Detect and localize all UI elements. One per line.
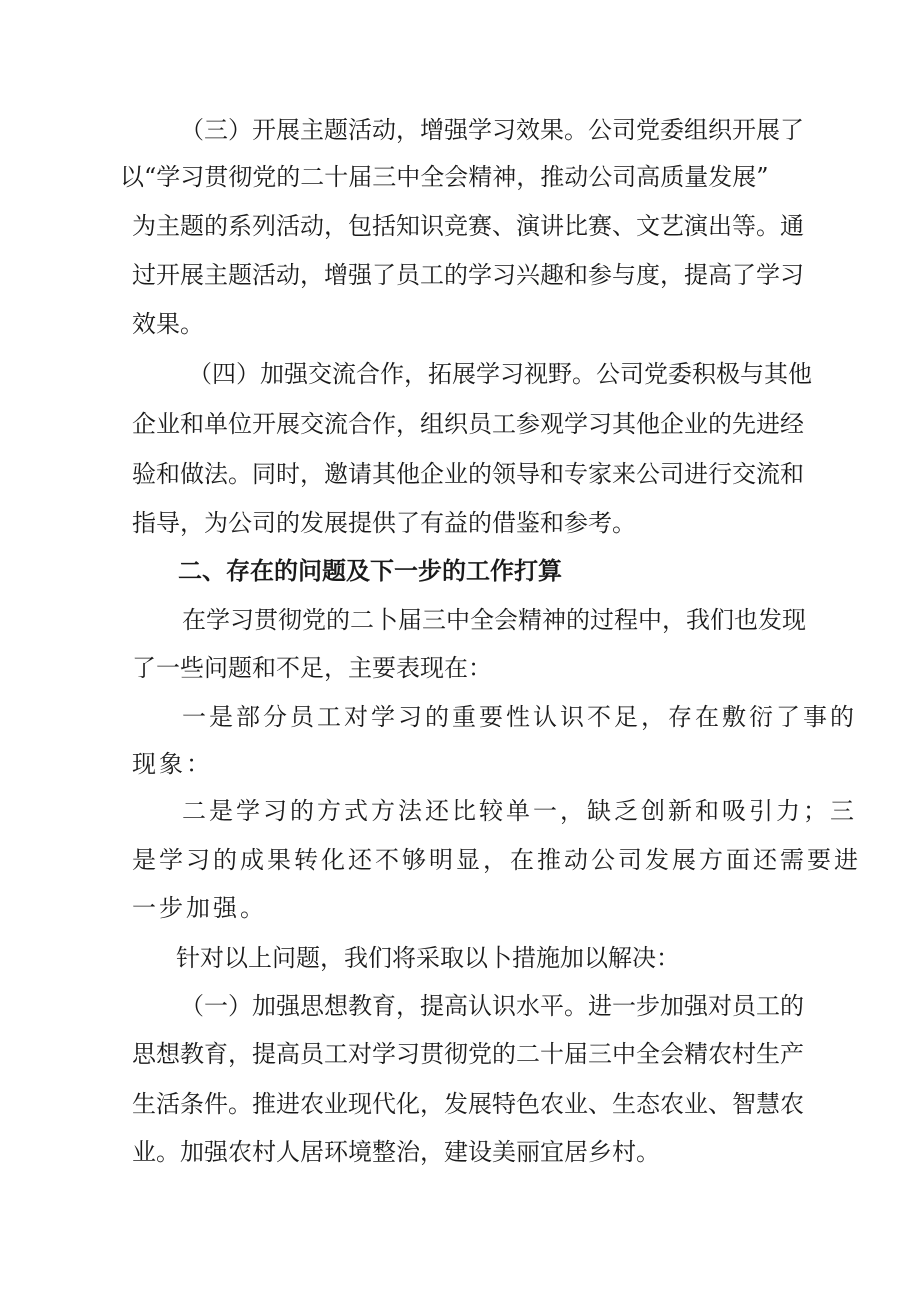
paragraph-line: 了一些问题和不足，主要表现在： bbox=[132, 654, 492, 682]
paragraph-line: 在学习贯彻党的二卜届三中全会精神的过程中，我们也发现 bbox=[182, 606, 806, 634]
paragraph-line: （一）加强思想教育，提高认识水平。进一步加强对员工的 bbox=[180, 992, 804, 1020]
paragraph-line: 是学习的成果转化还不够明显，在推动公司发展方面还需要进 bbox=[132, 846, 861, 874]
paragraph-line: 思想教育，提高员工对学习贯彻党的二十届三中全会精农村生产 bbox=[132, 1040, 804, 1068]
paragraph-line: 效果。 bbox=[132, 310, 204, 338]
paragraph-line: 二是学习的方式方法还比较单一，缺乏创新和吸引力；三 bbox=[182, 797, 857, 825]
paragraph-line: 过开展主题活动，增强了员工的学习兴趣和参与度，提高了学习 bbox=[132, 261, 804, 289]
paragraph-line: 指导，为公司的发展提供了有益的借鉴和参考。 bbox=[132, 509, 636, 537]
section-heading: 二、存在的问题及下一步的工作打算 bbox=[178, 556, 562, 585]
paragraph-line: 生活条件。推进农业现代化，发展特色农业、生态农业、智慧农 bbox=[132, 1090, 804, 1118]
paragraph-line: 企业和单位开展交流合作，组织员工参观学习其他企业的先进经 bbox=[132, 410, 804, 438]
paragraph-line: 以“学习贯彻党的二十届三中全会精神，推动公司高质量发展” bbox=[120, 163, 769, 191]
paragraph-line: 一是部分员工对学习的重要性认识不足，存在敷衍了事的 bbox=[182, 703, 857, 731]
paragraph-line: 验和做法。同时，邀请其他企业的领导和专家来公司进行交流和 bbox=[132, 460, 804, 488]
paragraph-line: （三）开展主题活动，增强学习效果。公司党委组织开展了 bbox=[180, 116, 804, 144]
paragraph-line: 针对以上问题，我们将采取以卜措施加以解决： bbox=[176, 944, 680, 972]
paragraph-line: （四）加强交流合作，拓展学习视野。公司党委积极与其他 bbox=[188, 360, 812, 388]
paragraph-line: 一步加强。 bbox=[132, 894, 267, 922]
paragraph-line: 为主题的系列活动，包括知识竞赛、演讲比赛、文艺演出等。通 bbox=[132, 212, 804, 240]
paragraph-line: 业。加强农村人居环境整治，建设美丽宜居乡村。 bbox=[132, 1138, 660, 1166]
paragraph-line: 现象： bbox=[132, 750, 213, 778]
